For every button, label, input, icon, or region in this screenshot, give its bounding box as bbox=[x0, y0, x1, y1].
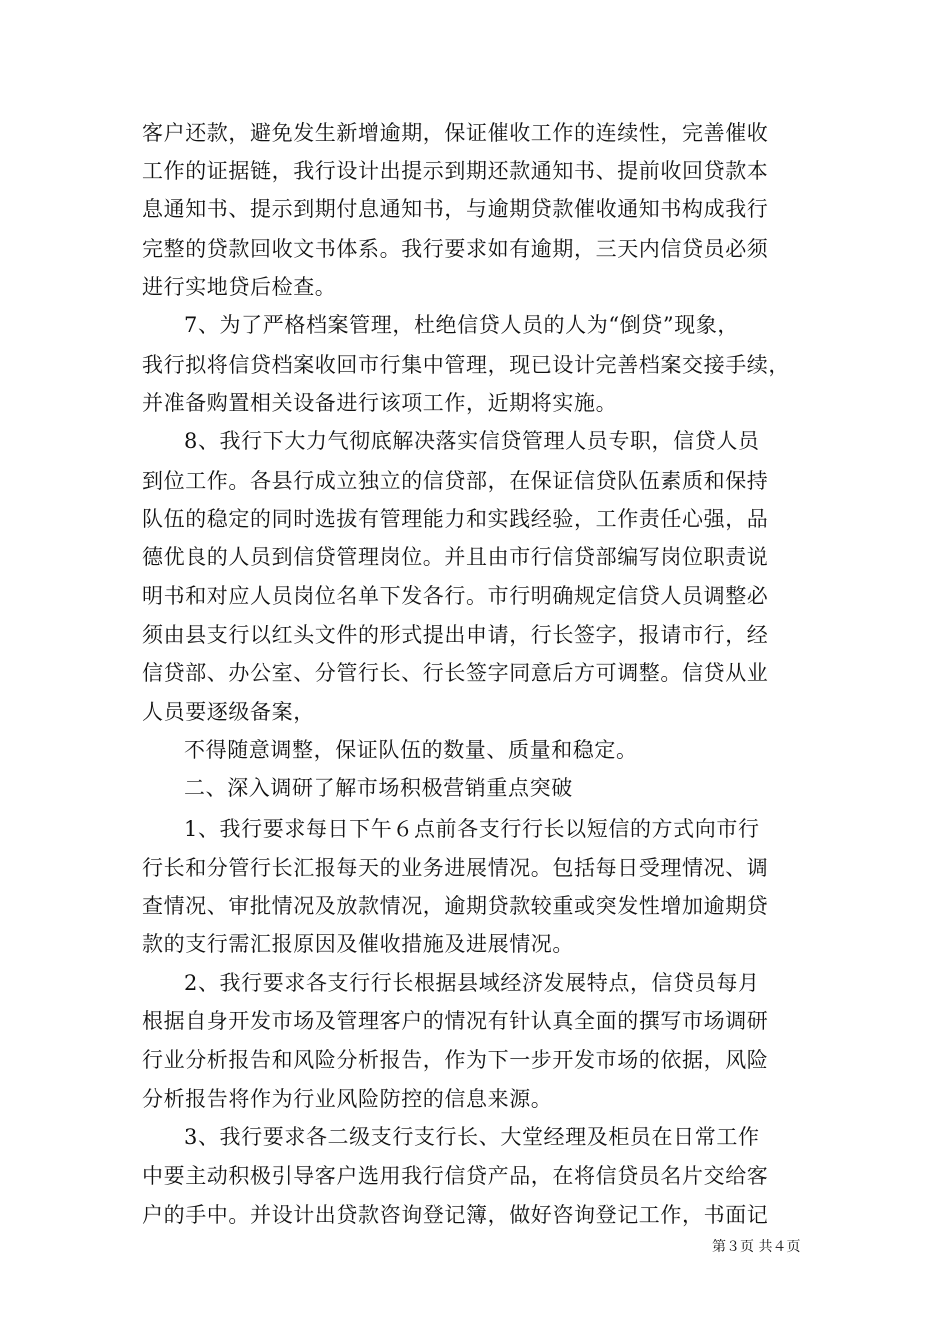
text-line: 须由县支行以红头文件的形式提出申请，行长签字，报请市行，经 bbox=[142, 623, 769, 647]
text-line: 息通知书、提示到期付息通知书，与逾期贷款催收通知书构成我行 bbox=[142, 197, 769, 221]
text-line: 7、为了严格档案管理，杜绝信贷人员的人为“倒贷”现象， bbox=[184, 313, 740, 337]
text-line: 中要主动积极引导客户选用我行信贷产品，在将信贷员名片交给客 bbox=[142, 1164, 769, 1188]
text-line: 行长和分管行长汇报每天的业务进展情况。包括每日受理情况、调 bbox=[142, 856, 769, 880]
text-line: 到位工作。各县行成立独立的信贷部，在保证信贷队伍素质和保持 bbox=[142, 469, 769, 493]
text-line: 德优良的人员到信贷管理岗位。并且由市行信贷部编写岗位职责说 bbox=[142, 545, 769, 569]
text-line: 分析报告将作为行业风险防控的信息来源。 bbox=[142, 1087, 553, 1111]
text-line: 户的手中。并设计出贷款咨询登记簿，做好咨询登记工作，书面记 bbox=[142, 1203, 769, 1227]
text-line: 行业分析报告和风险分析报告，作为下一步开发市场的依据，风险 bbox=[142, 1048, 769, 1072]
text-line: 根据自身开发市场及管理客户的情况有针认真全面的撰写市场调研 bbox=[142, 1009, 769, 1033]
text-line: 信贷部、办公室、分管行长、行长签字同意后方可调整。信贷从业 bbox=[142, 661, 769, 685]
text-line: 明书和对应人员岗位名单下发各行。市行明确规定信贷人员调整必 bbox=[142, 584, 769, 608]
text-line: 款的支行需汇报原因及催收措施及进展情况。 bbox=[142, 932, 574, 956]
text-line: 完整的贷款回收文书体系。我行要求如有逾期，三天内信贷员必须 bbox=[142, 237, 769, 261]
text-line: 3、我行要求各二级支行支行长、大堂经理及柜员在日常工作 bbox=[184, 1125, 760, 1149]
text-line: 1、我行要求每日下午６点前各支行行长以短信的方式向市行 bbox=[184, 817, 760, 841]
text-line: 队伍的稳定的同时选拔有管理能力和实践经验，工作责任心强，品 bbox=[142, 507, 769, 531]
text-line: 不得随意调整，保证队伍的数量、质量和稳定。 bbox=[184, 738, 638, 762]
text-line: 并准备购置相关设备进行该项工作，近期将实施。 bbox=[142, 391, 618, 415]
page-number-footer: 第３页 共４页 bbox=[712, 1239, 801, 1255]
text-line: 我行拟将信贷档案收回市行集中管理，现已设计完善档案交接手续， bbox=[142, 353, 790, 377]
text-line: 2、我行要求各支行行长根据县域经济发展特点，信贷员每月 bbox=[184, 971, 760, 995]
text-line: 人员要逐级备案， bbox=[142, 700, 315, 724]
section-heading: 二、深入调研了解市场积极营销重点突破 bbox=[184, 776, 573, 800]
text-line: 8、我行下大力气彻底解决落实信贷管理人员专职，信贷人员 bbox=[184, 429, 760, 453]
text-line: 客户还款，避免发生新增逾期，保证催收工作的连续性，完善催收 bbox=[142, 121, 769, 145]
text-line: 查情况、审批情况及放款情况，逾期贷款较重或突发性增加逾期贷 bbox=[142, 894, 769, 918]
text-line: 进行实地贷后检查。 bbox=[142, 275, 337, 299]
text-line: 工作的证据链，我行设计出提示到期还款通知书、提前收回贷款本 bbox=[142, 159, 769, 183]
